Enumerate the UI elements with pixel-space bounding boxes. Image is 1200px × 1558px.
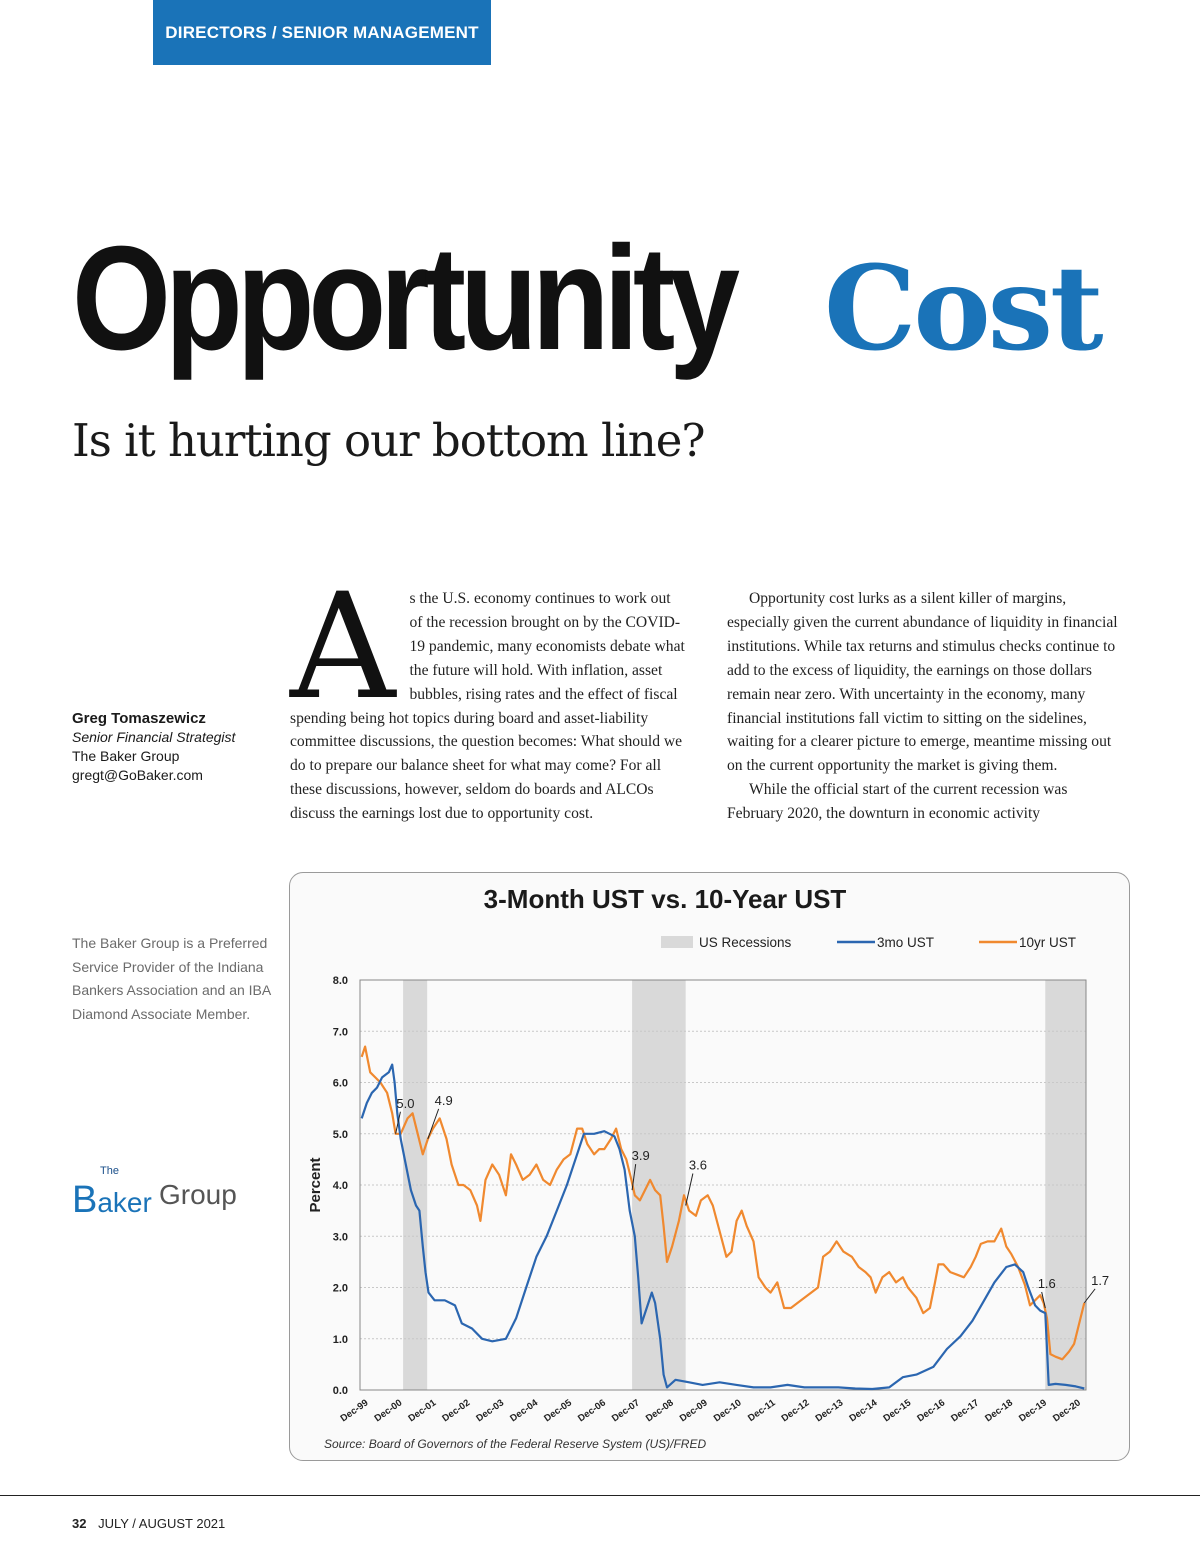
baker-group-logo [72, 1165, 262, 1220]
y-tick-label: 5.0 [332, 1128, 348, 1141]
series-line-10yr-ust [362, 1047, 1085, 1360]
annotation-label: 4.9 [434, 1092, 453, 1108]
x-tick-label: Dec-00 [372, 1397, 405, 1425]
x-tick-label: Dec-17 [949, 1397, 982, 1425]
x-tick-label: Dec-08 [643, 1397, 676, 1425]
x-tick-label: Dec-12 [779, 1397, 812, 1425]
issue-date: JULY / AUGUST 2021 [98, 1516, 226, 1531]
body-column-1 [290, 562, 686, 826]
author-block [72, 709, 235, 785]
author-name: Greg Tomaszewicz [72, 710, 206, 727]
x-tick-label: Dec-02 [440, 1397, 473, 1425]
title-part-1: Opportunity [72, 216, 734, 381]
y-tick-label: 6.0 [332, 1077, 348, 1090]
chart-source: Source: Board of Governors of the Federal Reserve System (US)/FRED [324, 1437, 707, 1451]
x-tick-label: Dec-11 [746, 1397, 778, 1425]
y-tick-label: 4.0 [332, 1180, 348, 1192]
x-tick-label: Dec-15 [881, 1397, 914, 1425]
legend-label-series: 10yr UST [1019, 935, 1077, 950]
x-tick-label: Dec-05 [542, 1397, 574, 1425]
legend-label-series: 3mo UST [877, 935, 935, 950]
annotation-label: 5.0 [396, 1095, 415, 1111]
x-tick-label: Dec-04 [508, 1397, 541, 1425]
annotation-label: 1.6 [1037, 1276, 1056, 1291]
chart-title: 3-Month UST vs. 10-Year UST [483, 884, 847, 914]
chart-area [289, 920, 1128, 1430]
author-email[interactable]: gregt@GoBaker.com [72, 767, 203, 783]
logo-group: Group [159, 1179, 237, 1210]
body-paragraph-1: s the U.S. economy continues to work out of the recession brought on by the COVID-19 pandemic, many economists debate what the future will hold. With inflation, asset bubbles, rising rates and the effect of fiscal spending being hot topics during board and asset-liability committee discussions, the question becomes: What should we do to prepare our balance sheet for what may come? For all these discussions, however, seldom do boards and ALCOs discuss the earnings lost due to opportunity cost. [290, 590, 685, 823]
y-axis-label: Percent [307, 1157, 324, 1213]
article-subtitle: Is it hurting our bottom line? [72, 414, 705, 467]
article-title [72, 216, 1101, 381]
series-line-3mo-ust [362, 1065, 1085, 1389]
x-tick-label: Dec-14 [847, 1397, 880, 1425]
x-tick-label: Dec-06 [576, 1397, 608, 1425]
logo-baker-text: aker [97, 1187, 152, 1218]
body-column-2 [727, 587, 1127, 826]
y-tick-label: 3.0 [332, 1231, 348, 1244]
section-tag: DIRECTORS / SENIOR MANAGEMENT [153, 0, 491, 65]
recession-band [403, 980, 427, 1390]
y-tick-label: 0.0 [332, 1385, 348, 1397]
page-footer [72, 1516, 225, 1531]
title-part-2: Cost [824, 241, 1101, 377]
x-tick-label: Dec-09 [677, 1397, 710, 1425]
x-tick-label: Dec-13 [813, 1397, 846, 1425]
sidebar-note: The Baker Group is a Preferred Service Provider of the Indiana Bankers Association and an IBA Diamond Associate Member. [72, 935, 271, 1022]
x-tick-label: Dec-03 [474, 1397, 507, 1425]
body-paragraph-3: While the official start of the current recession was February 2020, the downturn in economic activity [727, 781, 1068, 823]
annotation-leader [686, 1174, 693, 1206]
annotation-label: 3.9 [631, 1148, 650, 1164]
y-tick-label: 2.0 [332, 1282, 348, 1295]
logo-the: The [100, 1165, 119, 1177]
y-tick-label: 1.0 [332, 1333, 348, 1346]
y-tick-label: 8.0 [332, 975, 348, 987]
x-tick-label: Dec-18 [983, 1397, 1015, 1425]
footer-rule [0, 1495, 1200, 1496]
x-tick-label: Dec-99 [338, 1397, 371, 1425]
x-tick-label: Dec-19 [1017, 1397, 1049, 1425]
body-paragraph-2: Opportunity cost lurks as a silent killer of margins, especially given the current abundance of liquidity in financial institutions. While tax returns and stimulus checks continue to add to the excess of liquidity, the earnings on those dollars remain near zero. With uncertainty in the economy, many financial institutions fall victim to sitting on the sidelines, waiting for a clearer picture to emerge, meantime missing out on the current opportunity the market is giving them. [727, 590, 1118, 775]
legend-swatch-recession [661, 936, 693, 948]
logo-b-letter: B [72, 1179, 98, 1221]
logo-baker [72, 1179, 152, 1222]
drop-cap: A [290, 562, 396, 732]
y-tick-label: 7.0 [332, 1026, 348, 1039]
author-company: The Baker Group [72, 748, 180, 764]
x-tick-label: Dec-16 [915, 1397, 948, 1425]
legend-label-recession: US Recessions [699, 935, 792, 950]
annotation-label: 1.7 [1091, 1272, 1110, 1288]
page-number: 32 [72, 1516, 87, 1531]
x-tick-label: Dec-20 [1050, 1397, 1083, 1425]
x-tick-label: Dec-10 [711, 1397, 744, 1425]
author-role: Senior Financial Strategist [72, 729, 236, 745]
annotation-label: 3.6 [688, 1157, 707, 1173]
x-tick-label: Dec-07 [609, 1397, 642, 1425]
x-tick-label: Dec-01 [406, 1397, 439, 1425]
